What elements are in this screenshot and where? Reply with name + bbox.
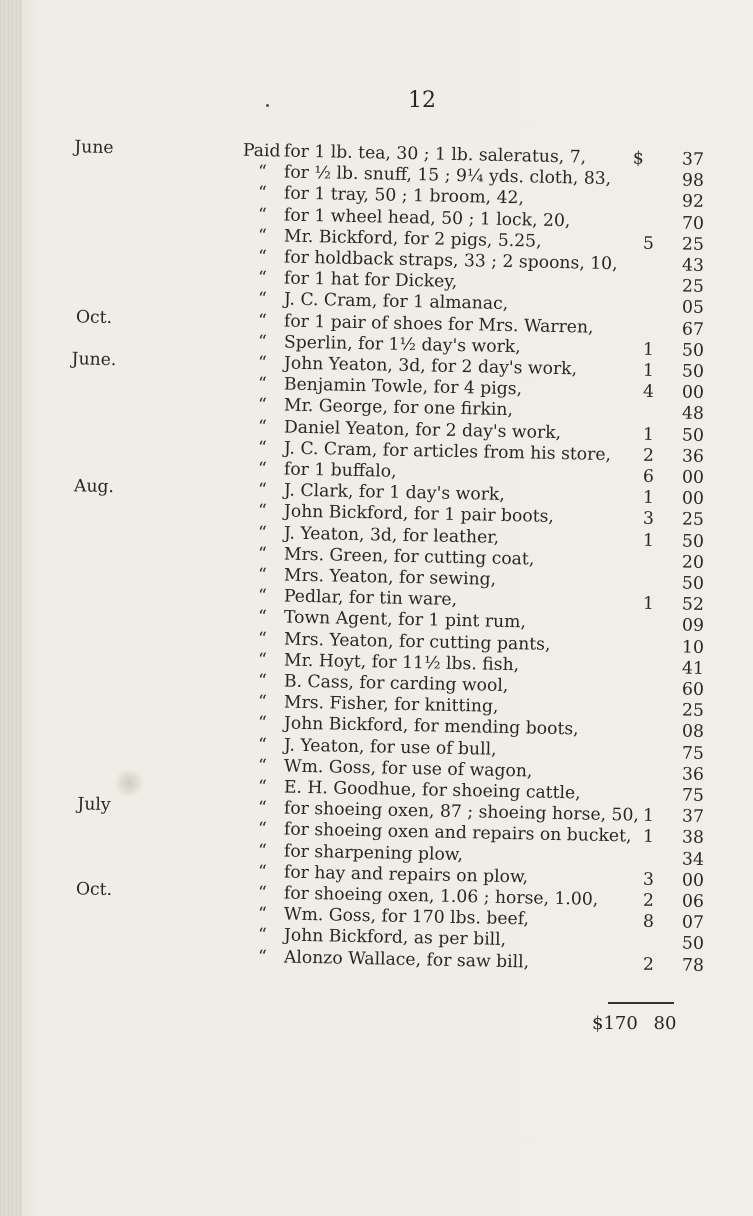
entry-description: for shoeing oxen and repairs on bucket,: [283, 819, 632, 847]
entry-cents: 08: [681, 721, 705, 743]
entry-dollars: [596, 147, 654, 148]
ledger-total: [592, 1013, 676, 1034]
entry-dollars: 1: [642, 593, 655, 615]
entry-cents: 36: [681, 446, 705, 467]
entry-description: J. Yeaton, 3d, for leather,: [283, 523, 500, 548]
ditto-mark: “: [257, 861, 267, 882]
entry-description: for ½ lb. snuff, 15 ; 9¼ yds. cloth, 83,: [283, 162, 612, 190]
entry-cents: 38: [681, 827, 705, 849]
entry-cents: 50: [681, 573, 705, 594]
entry-dollars: [596, 698, 654, 699]
ditto-mark: “: [257, 331, 267, 352]
entry-description: Sperlin, for 1½ day's work,: [283, 332, 521, 358]
entry-cents: 50: [681, 531, 705, 552]
ditto-mark: “: [257, 162, 267, 183]
entry-description: J. C. Cram, for 1 almanac,: [283, 289, 509, 315]
entry-cents: 05: [681, 297, 705, 319]
entry-dollars: 2: [642, 890, 655, 911]
entry-cents: 50: [681, 361, 705, 382]
ditto-mark: “: [257, 480, 267, 501]
ditto-mark: “: [257, 289, 267, 310]
ditto-mark: “: [257, 374, 267, 395]
entry-dollars: 2: [642, 954, 655, 975]
entry-dollars: 1: [642, 530, 655, 551]
entry-month: July: [77, 794, 111, 816]
entry-cents: 00: [681, 382, 705, 404]
ditto-mark: “: [257, 204, 267, 225]
ditto-mark: “: [257, 310, 267, 331]
entry-description: Alonzo Wallace, for saw bill,: [283, 947, 530, 973]
entry-cents: 25: [681, 509, 705, 531]
ditto-mark: “: [257, 437, 267, 458]
entry-month: June: [74, 137, 114, 159]
ditto-mark: “: [257, 564, 267, 586]
ditto-mark: “: [257, 268, 267, 289]
entry-description: for hay and repairs on plow,: [283, 862, 529, 888]
entry-description: Pedlar, for tin ware,: [283, 586, 458, 611]
entry-description: Benjamin Towle, for 4 pigs,: [283, 374, 523, 400]
entry-dollars: [596, 783, 654, 784]
paid-label: Paid: [242, 140, 281, 162]
entry-cents: 98: [681, 170, 705, 192]
entry-dollars: 6: [642, 466, 655, 487]
entry-dollars: 1: [642, 424, 655, 445]
ditto-mark: “: [257, 395, 267, 416]
entry-description: John Bickford, as per bill,: [283, 925, 507, 951]
entry-description: J. Clark, for 1 day's work,: [283, 480, 505, 506]
ditto-mark: “: [257, 416, 267, 437]
entry-description: E. H. Goodhue, for shoeing cattle,: [283, 777, 581, 804]
entry-cents: 50: [681, 933, 705, 955]
entry-cents: 78: [681, 955, 705, 976]
entry-cents: 09: [681, 615, 705, 637]
ditto-mark: “: [257, 882, 267, 904]
entry-dollars: [596, 719, 654, 720]
entry-cents: 00: [681, 870, 705, 891]
ditto-mark: “: [257, 543, 267, 564]
ditto-mark: “: [257, 904, 267, 925]
entry-month: June.: [71, 349, 117, 371]
entry-description: for holdback straps, 33 ; 2 spoons, 10,: [283, 247, 618, 275]
entry-description: for 1 buffalo,: [283, 459, 397, 482]
entry-cents: 48: [681, 403, 705, 425]
entry-description: for shoeing oxen, 87 ; shoeing horse, 50,: [283, 798, 640, 826]
entry-cents: 75: [681, 785, 705, 806]
entry-cents: 25: [681, 700, 705, 722]
entry-description: John Bickford, for mending boots,: [283, 713, 579, 740]
entry-description: Mrs. Fisher, for knitting,: [283, 692, 499, 717]
entry-dollars: 2: [642, 445, 655, 466]
entry-description: B. Cass, for carding wool,: [283, 671, 509, 696]
entry-cents: 92: [681, 191, 705, 213]
ditto-mark: “: [257, 734, 267, 755]
ditto-mark: “: [257, 501, 267, 522]
entry-description: Wm. Goss, for 170 lbs. beef,: [283, 904, 530, 930]
ditto-mark: “: [257, 352, 267, 374]
entry-cents: 07: [681, 912, 705, 934]
entry-dollars: 3: [642, 869, 655, 890]
ditto-mark: “: [257, 670, 267, 692]
entry-description: Town Agent, for 1 pint rum,: [283, 607, 527, 633]
entry-dollars: [596, 401, 654, 402]
entry-cents: 43: [681, 255, 705, 276]
entry-cents: 00: [681, 467, 705, 488]
entry-cents: 25: [681, 234, 705, 255]
entry-description: John Yeaton, 3d, for 2 day's work,: [283, 353, 578, 380]
ditto-mark: “: [257, 798, 267, 819]
entry-description: Wm. Goss, for use of wagon,: [283, 756, 533, 782]
entry-cents: 06: [681, 891, 705, 912]
entry-month: Oct.: [75, 306, 113, 328]
ditto-mark: “: [257, 607, 267, 628]
entry-cents: 37: [681, 806, 705, 828]
entry-description: Mr. George, for one firkin,: [283, 395, 514, 421]
ditto-mark: “: [257, 649, 267, 670]
entry-cents: 10: [681, 637, 705, 658]
ditto-mark: “: [257, 776, 267, 798]
ditto-mark: “: [257, 628, 267, 649]
ditto-mark: “: [257, 840, 267, 861]
entry-description: for sharpening plow,: [283, 841, 464, 865]
entry-description: Mrs. Yeaton, for sewing,: [283, 565, 497, 590]
entry-dollars: 5: [642, 233, 655, 254]
entry-dollars: [596, 613, 654, 614]
entry-dollars: [596, 571, 654, 572]
entry-dollars: [596, 295, 654, 296]
entry-dollars: 1: [642, 487, 655, 509]
entry-cents: 75: [681, 743, 705, 764]
entry-description: John Bickford, for 1 pair boots,: [283, 501, 555, 528]
ditto-mark: “: [257, 713, 267, 734]
entry-dollars: 1: [642, 339, 655, 360]
entry-dollars: [596, 931, 654, 932]
entry-dollars: [596, 677, 654, 678]
ditto-mark: “: [257, 522, 267, 543]
entry-description: for 1 lb. tea, 30 ; 1 lb. saleratus, 7,: [283, 141, 587, 168]
entry-description: for 1 wheel head, 50 ; 1 lock, 20,: [283, 205, 571, 231]
page-number: 12: [408, 88, 436, 113]
entry-description: for shoeing oxen, 1.06 ; horse, 1.00,: [283, 883, 599, 910]
ditto-mark: “: [257, 458, 267, 480]
entry-cents: 60: [681, 679, 705, 700]
ditto-mark: “: [257, 755, 267, 776]
entry-cents: 50: [681, 340, 705, 361]
entry-cents: 70: [681, 213, 705, 234]
entry-cents: 00: [681, 488, 705, 510]
ditto-mark: “: [257, 925, 267, 946]
entry-cents: 20: [681, 552, 705, 573]
entry-cents: 36: [681, 764, 705, 785]
entry-cents: 41: [681, 658, 705, 679]
entry-dollars: 3: [642, 509, 655, 530]
entry-description: Mrs. Green, for cutting coat,: [283, 544, 535, 570]
entry-description: for 1 tray, 50 ; 1 broom, 42,: [283, 183, 525, 209]
entry-cents: 52: [681, 594, 705, 616]
entry-description: Daniel Yeaton, for 2 day's work,: [283, 417, 562, 443]
entry-cents: 34: [681, 849, 705, 870]
entry-dollars: [596, 189, 654, 190]
entry-cents: 50: [681, 425, 705, 446]
entry-dollars: 1: [642, 360, 655, 381]
total-dollars: $170: [592, 1013, 638, 1034]
entry-description: for 1 hat for Dickey,: [283, 268, 458, 293]
dollar-sign: $: [632, 148, 645, 169]
entry-cents: 25: [681, 276, 705, 298]
entry-description: Mr. Hoyt, for 11½ lbs. fish,: [283, 650, 520, 676]
entry-description: Mr. Bickford, for 2 pigs, 5.25,: [283, 226, 542, 252]
ditto-mark: “: [257, 819, 267, 840]
ditto-mark: “: [257, 183, 267, 204]
ditto-mark: “: [257, 225, 267, 246]
entry-description: Mrs. Yeaton, for cutting pants,: [283, 629, 551, 655]
ditto-mark: “: [257, 586, 267, 607]
entry-cents: 37: [681, 149, 705, 170]
entry-dollars: 1: [642, 805, 655, 827]
entry-dollars: 4: [642, 381, 655, 403]
entry-cents: 67: [681, 319, 705, 340]
entry-dollars: 1: [642, 827, 655, 848]
entry-description: J. C. Cram, for articles from his store,: [283, 438, 612, 465]
ditto-mark: “: [257, 946, 267, 967]
entry-description: for 1 pair of shoes for Mrs. Warren,: [283, 311, 594, 338]
entry-month: Aug.: [73, 476, 115, 498]
total-rule: [608, 1002, 674, 1004]
entry-dollars: 8: [642, 911, 655, 933]
total-cents: 80: [653, 1013, 677, 1034]
entry-dollars: [596, 274, 654, 275]
entry-month: Oct.: [75, 879, 113, 901]
ditto-mark: “: [257, 246, 267, 268]
ditto-mark: “: [257, 692, 267, 713]
entry-description: J. Yeaton, for use of bull,: [283, 735, 497, 760]
